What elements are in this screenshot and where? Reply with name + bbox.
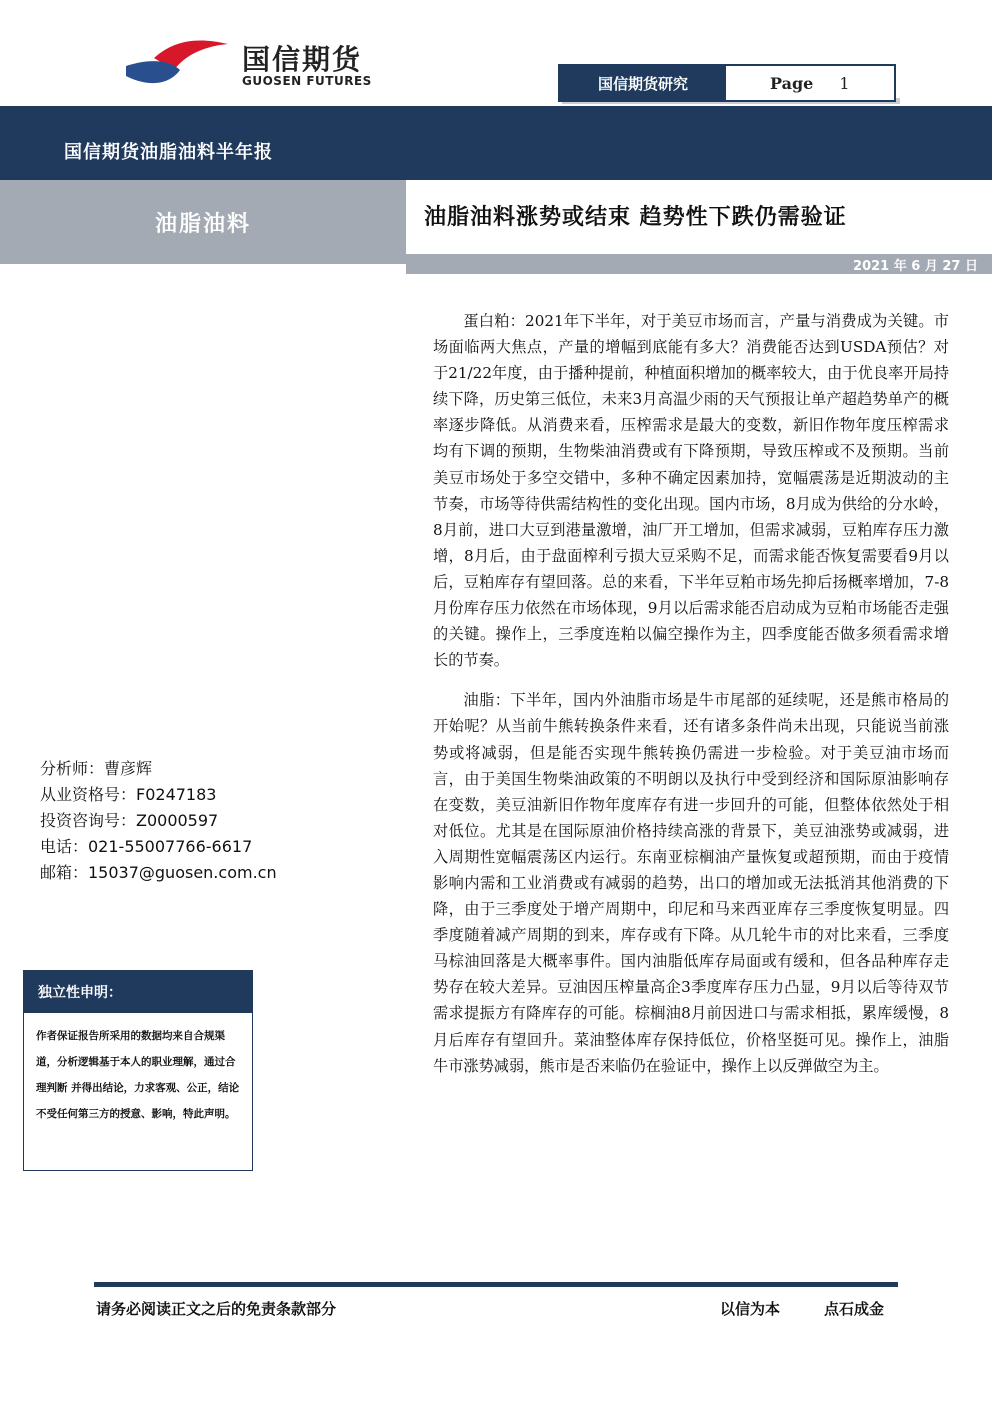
analyst-info [40,756,277,886]
category-banner [0,180,406,264]
analyst-qualification: 从业资格号：F0247183 [40,785,217,804]
logo-name-cn: 国信期货 [242,43,363,76]
report-title: 国信期货油脂油料半年报 [64,142,273,163]
analyst-consulting: 投资咨询号：Z0000597 [40,811,219,830]
footer-slogan-1: 以信为本 [720,1300,781,1318]
analyst-name: 分析师：曹彦辉 [40,759,153,778]
category-label: 油脂油料 [154,211,251,237]
page-indicator [558,64,896,102]
logo-name-en: GUOSEN FUTURES [242,74,372,88]
analyst-email: 邮箱：15037@guosen.com.cn [40,863,277,882]
footer-notice: 请务必阅读正文之后的免责条款部分 [96,1300,337,1318]
footer-divider [94,1282,898,1287]
page-number: 1 [839,73,850,93]
date-bar [406,254,992,274]
independence-statement [23,970,253,1171]
report-date: 2021 年 6 月 27 日 [853,259,978,274]
paragraph-protein-meal: 蛋白粕：2021年下半年，对于美豆市场而言，产量与消费成为关键。市场面临两大焦点，产量的增幅到底能有多大？消费能否达到USDA预估？对于21/22年度，由于播种提前，种植面积增加的概率较大，由于优良率开局持续下降，历史第三低位，未来3月高温少雨的天气预报让单产超趋势单产的概率逐步降低。从消费来看，压榨需求是最大的变数，新旧作物年度压榨需求均有下调的预期，生物柴油消费或有下降预期，导致压榨或不及预期。当前美豆市场处于多空交错中，多种不确定因素加持，宽幅震荡是近期波动的主节奏，市场等待供需结构性的变化出现。国内市场，8月成为供给的分水岭，8月前，进口大豆到港量激增，油厂开工增加，但需求减弱，豆粕库存压力激增，8月后，由于盘面榨利亏损大豆采购不足，而需求能否恢复需要看9月以后，豆粕库存有望回落。总的来看，下半年豆粕市场先抑后扬概率增加，7-8月份库存压力依然在市场体现，9月以后需求能否启动成为豆粕市场能否走强的关键。操作上，三季度连粕以偏空操作为主，四季度能否做多须看需求增长的节奏。 [433,312,949,670]
paragraph-oils: 油脂：下半年，国内外油脂市场是牛市尾部的延续呢，还是熊市格局的开始呢？从当前牛熊转换条件来看，还有诸多条件尚未出现，只能说当前涨势或将减弱，但是能否实现牛熊转换仍需进一步检验。对于美豆油市场而言，由于美国生物柴油政策的不明朗以及执行中受到经济和国际原油影响存在变数，美豆油新旧作物年度库存有进一步回升的可能，但整体依然处于相对低位。尤其是在国际原油价格持续高涨的背景下，美豆油涨势或减弱，进入周期性宽幅震荡区内运行。东南亚棕榈油产量恢复或超预期，而由于疫情影响内需和工业消费或有减弱的趋势，出口的增加或无法抵消其他消费的下降，由于三季度处于增产周期中，印尼和马来西亚库存三季度恢复明显。四季度随着减产周期的到来，库存或有下降。从几轮牛市的对比来看，三季度马棕油回落是大概率事件。国内油脂低库存局面或有缓和，但各品种库存走势存在较大差异。豆油因压榨量高企3季度库存压力凸显，9月以后等待双节需求提振方有降库存的可能。棕榈油8月前因进口与需求相抵，累库缓慢，8月后库存有望回升。菜油整体库存保持低位，价格坚挺可见。操作上，油脂牛市涨势减弱，熊市是否来临仍在验证中，操作上以反弹做空为主。 [433,691,949,1075]
logo-mark-icon [124,36,236,92]
footer-slogan-2: 点石成金 [824,1300,885,1318]
report-body [433,308,949,1079]
headline: 油脂油料涨势或结束 趋势性下跌仍需验证 [424,205,847,230]
analyst-phone: 电话：021-55007766-6617 [40,837,253,856]
page-number-box [726,66,894,100]
page-label: Page [770,73,814,93]
statement-text: 作者保证报告所采用的数据均来自合规渠道，分析逻辑基于本人的职业理解，通过合理判断 并得出结论，力求客观、公正，结论不受任何第三方的授意、影响，特此声明。 [36,1030,240,1120]
company-logo [124,36,394,92]
statement-title: 独立性申明： [24,971,252,1013]
research-label: 国信期货研究 [560,66,726,100]
